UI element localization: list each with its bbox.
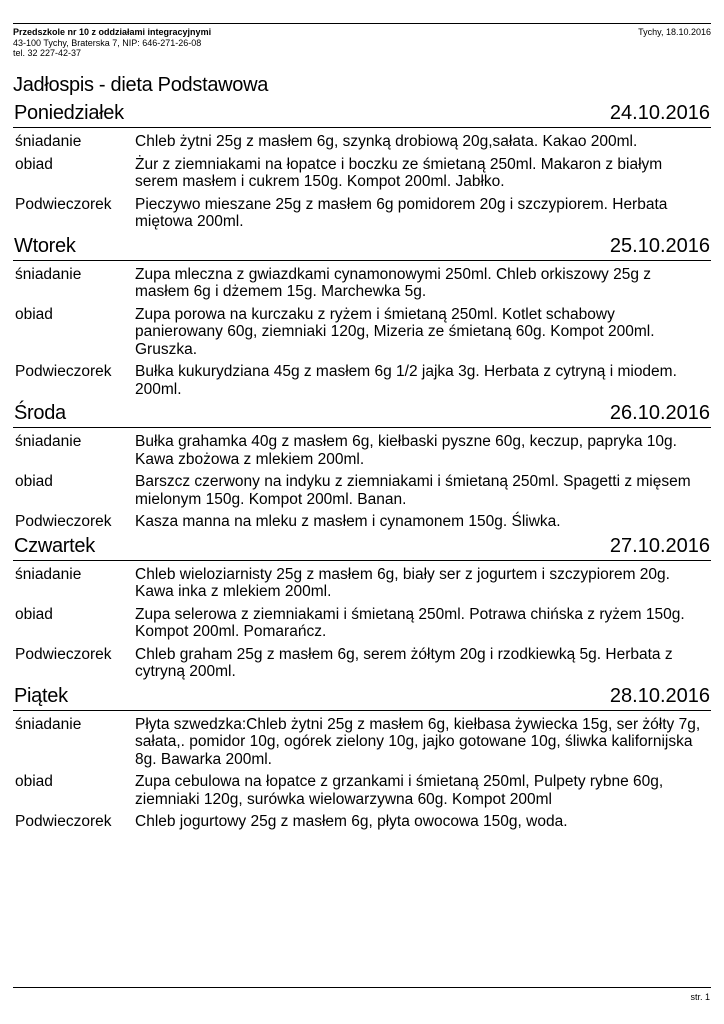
meal-label: Podwieczorek [15, 363, 112, 380]
meal-row [13, 156, 711, 191]
meal-label: śniadanie [15, 265, 82, 283]
meal-description: Chleb graham 25g z masłem 6g, serem żółtym 20g i rzodkiewką 5g. Herbata z cytryną 200ml. [135, 645, 673, 680]
meal-description: Chleb wieloziarnisty 25g z masłem 6g, biały ser z jogurtem i szczypiorem 20g. Kawa inka z mlekiem 200ml. [135, 565, 670, 600]
meal-label: obiad [15, 473, 53, 490]
day-date: 27.10.2016 [609, 534, 710, 557]
meal-label: obiad [15, 773, 53, 790]
day-header [13, 98, 711, 128]
page-title: Jadłospis - dieta Podstawowa [13, 74, 269, 96]
day-name: Poniedziałek [14, 102, 124, 124]
day-header [13, 531, 711, 561]
meal-description: Zupa cebulowa na łopatce z grzankami i śmietaną 250ml, Pulpety rybne 60g, ziemniaki 120g, surówka wielowarzywna 60g. Kompot 200ml [135, 773, 664, 808]
meal-row [13, 566, 711, 601]
day-header [13, 231, 711, 261]
meal-row [13, 473, 711, 508]
meal-description: Żur z ziemniakami na łopatce i boczku ze śmietaną 250ml. Makaron z białym serem masłem i cukrem 150g. Kompot 200ml. Jabłko. [135, 155, 663, 190]
footer-rule [13, 987, 711, 988]
meal-label: Podwieczorek [15, 645, 112, 663]
meal-description: Kasza manna na mleku z masłem i cynamonem 150g. Śliwka. [135, 513, 561, 530]
meal-row [13, 266, 711, 301]
header-rule [13, 23, 711, 24]
day-section [13, 231, 711, 399]
meal-row [13, 133, 711, 151]
meal-description: Płyta szwedzka:Chleb żytni 25g z masłem 6g, kiełbasa żywiecka 15g, ser żółty 7g, sałata,. pomidor 10g, ogórek zielony 10g, jajko gotowane 10g, śliwka kalifornijska 8g. Bawarka 200ml. [135, 715, 701, 768]
meal-label: Podwieczorek [15, 513, 112, 530]
meal-row [13, 363, 711, 398]
place-date: Tychy, 18.10.2016 [638, 27, 711, 37]
meal-description: Chleb jogurtowy 25g z masłem 6g, płyta owocowa 150g, woda. [135, 813, 568, 830]
day-section [13, 681, 711, 831]
day-date: 26.10.2016 [609, 402, 710, 424]
meal-label: obiad [15, 155, 53, 173]
meal-label: obiad [15, 605, 53, 623]
meal-description: Bułka kukurydziana 45g z masłem 6g 1/2 jajka 3g. Herbata z cytryną i miodem. 200ml. [135, 363, 677, 398]
meal-label: śniadanie [15, 133, 82, 150]
meal-description: Zupa mleczna z gwiazdkami cynamonowymi 250ml. Chleb orkiszowy 25g z masłem 6g i dżemem 15g. Marchewka 5g. [135, 265, 652, 300]
day-date: 25.10.2016 [609, 234, 710, 257]
day-date: 28.10.2016 [609, 684, 710, 707]
meal-label: śniadanie [15, 715, 82, 733]
meal-row [13, 196, 711, 231]
meal-description: Chleb żytni 25g z masłem 6g, szynką drobiową 20g,sałata. Kakao 200ml. [135, 133, 638, 150]
day-section [13, 531, 711, 681]
meal-label: śniadanie [15, 565, 82, 583]
meal-row [13, 773, 711, 808]
day-name: Czwartek [14, 534, 95, 557]
page-number: str. 1 [690, 992, 710, 1002]
meal-description: Bułka grahamka 40g z masłem 6g, kiełbaski pyszne 60g, keczup, papryka 10g. Kawa zbożowa z mlekiem 200ml. [135, 433, 677, 468]
meal-row [13, 646, 711, 681]
meal-label: Podwieczorek [15, 195, 112, 213]
meal-label: Podwieczorek [15, 813, 112, 830]
day-section [13, 98, 711, 231]
meal-description: Pieczywo mieszane 25g z masłem 6g pomidorem 20g i szczypiorem. Herbata miętowa 200ml. [135, 195, 668, 230]
organization-address: 43-100 Tychy, Braterska 7, NIP: 646-271-26-08 [13, 37, 202, 48]
meal-row [13, 813, 711, 831]
meal-row [13, 306, 711, 359]
day-name: Wtorek [14, 234, 76, 257]
day-name: Piątek [14, 684, 68, 707]
meal-row [13, 433, 711, 468]
meal-row [13, 716, 711, 769]
day-header [13, 681, 711, 711]
document-header [13, 27, 211, 59]
organization-name: Przedszkole nr 10 z oddziałami integracyjnymi [13, 27, 212, 37]
day-section [13, 398, 711, 531]
day-header [13, 398, 711, 428]
day-date: 24.10.2016 [609, 102, 710, 124]
organization-phone: tel. 32 227-42-37 [13, 48, 82, 58]
menu-days [13, 98, 711, 831]
meal-row [13, 513, 711, 531]
meal-label: śniadanie [15, 433, 82, 450]
day-name: Środa [14, 402, 66, 424]
meal-description: Zupa porowa na kurczaku z ryżem i śmietaną 250ml. Kotlet schabowy panierowany 60g, ziemniaki 120g, Mizeria ze śmietaną 60g. Kompot 200ml. Gruszka. [135, 305, 655, 358]
meal-description: Zupa selerowa z ziemniakami i śmietaną 250ml. Potrawa chińska z ryżem 150g. Kompot 200ml. Pomarańcz. [135, 605, 685, 640]
meal-row [13, 606, 711, 641]
meal-label: obiad [15, 305, 53, 323]
meal-description: Barszcz czerwony na indyku z ziemniakami i śmietaną 250ml. Spagetti z mięsem mielonym 150g. Kompot 200ml. Banan. [135, 473, 691, 508]
